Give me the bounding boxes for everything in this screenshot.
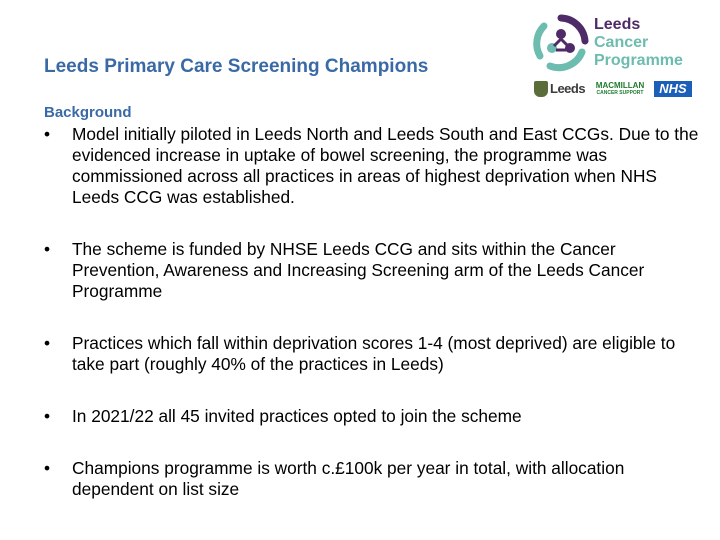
bullet-item (44, 239, 704, 302)
logo-line-1: Leeds (594, 16, 641, 33)
bullet-item (44, 406, 704, 427)
macmillan-logo (594, 82, 646, 97)
bullet-item (44, 333, 704, 375)
bullet-list (44, 124, 704, 531)
bullet-text: In 2021/22 all 45 invited practices opted to join the scheme (72, 406, 522, 426)
bullet-text: Model initially piloted in Leeds North and Leeds South and East CCGs. Due to the evidenced increase in uptake of bowel screening, the programme was commissioned across all practices in areas of highest deprivation when NHS Leeds CCG was established. (72, 124, 699, 207)
bullet-marker: • (44, 124, 51, 144)
partner-logos (534, 80, 694, 100)
bullet-marker: • (44, 333, 51, 353)
section-heading: Background (44, 104, 132, 121)
slide-title: Leeds Primary Care Screening Champions (44, 56, 429, 77)
bullet-item (44, 458, 704, 500)
nhs-logo: NHS (654, 81, 692, 97)
logo-line-2: Cancer (594, 34, 649, 51)
bullet-item (44, 124, 704, 208)
bullet-text: Champions programme is worth c.£100k per year in total, with allocation dependent on list size (72, 458, 625, 499)
bullet-marker: • (44, 406, 51, 426)
bullet-text: The scheme is funded by NHSE Leeds CCG and sits within the Cancer Prevention, Awareness and Increasing Screening arm of the Leeds Cancer Programme (72, 239, 645, 301)
leeds-cancer-programme-logo (532, 14, 682, 74)
bullet-marker: • (44, 239, 51, 259)
lcp-emblem-icon (532, 14, 590, 72)
macmillan-tagline: CANCER SUPPORT (596, 90, 644, 96)
bullet-marker: • (44, 458, 51, 478)
macmillan-name: MACMILLAN (595, 81, 645, 90)
leeds-crest-icon (534, 81, 548, 97)
bullet-text: Practices which fall within deprivation scores 1-4 (most deprived) are eligible to take part (roughly 40% of the practices in Leeds) (72, 333, 676, 374)
leeds-council-logo: Leeds (550, 81, 586, 96)
logo-line-3: Programme (594, 52, 683, 69)
